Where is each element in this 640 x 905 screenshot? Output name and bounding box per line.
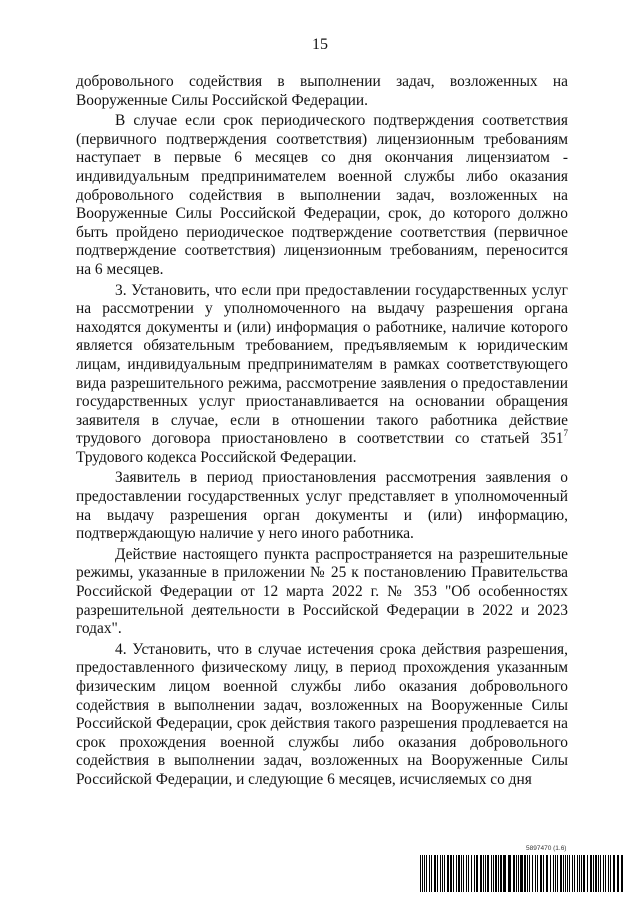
paragraph-item-3-text-end: Трудового кодекса Российской Федерации. <box>76 448 357 466</box>
barcode-bar <box>572 855 573 892</box>
barcode-bar <box>453 855 454 892</box>
barcode-bar <box>603 855 604 892</box>
paragraph-item-4: 4. Установить, что в случае истечения срока действия разрешения, предоставленного физическому лицу, в период прохождения указанным физическим лицом военной службы либо оказания добровольного содействия в выполнении задач, возложенных на Вооруженные Силы Российской Федерации, срок действия такого разрешения продлевается на срок прохождения военной службы либо оказания добровольного содействия в выполнении задач, возложенных на Вооруженные Силы Российской Федерации, и следующие 6 месяцев, исчисляемых со дня <box>76 640 568 788</box>
barcode-bar <box>613 855 615 892</box>
barcode-bar <box>529 855 530 892</box>
barcode-bar <box>516 855 517 892</box>
barcode-bar <box>495 855 497 892</box>
barcode-bar <box>431 855 432 892</box>
barcode-bar <box>444 855 445 892</box>
barcode-bar <box>537 855 538 892</box>
barcode-bar <box>577 855 578 892</box>
barcode-bar <box>480 855 482 892</box>
barcode-bar <box>605 855 606 892</box>
barcode-bar <box>485 855 486 892</box>
barcode-bar <box>563 855 564 892</box>
barcode-bar <box>498 855 499 892</box>
barcode-bar <box>555 855 556 892</box>
paragraph-scope: Действие настоящего пункта распространяется на разрешительные режимы, указанные в приложении № 25 к постановлению Правительства Российской Федерации от 12 марта 2022 г. № 353 "Об особенностях разрешительной деятельности в Российской Федерации в 2022 и 2023 годах". <box>76 545 568 638</box>
barcode-bar <box>513 855 515 892</box>
barcode-bar <box>550 855 551 892</box>
paragraph-item-3 <box>76 282 568 468</box>
barcode-bar <box>422 855 423 892</box>
barcode-bar <box>540 855 542 892</box>
paragraph-continuation: добровольного содействия в выполнении задач, возложенных на Вооруженные Силы Российской Федерации. <box>76 73 568 109</box>
barcode-bar <box>532 855 533 892</box>
barcode-bar <box>420 855 421 892</box>
barcode-bar <box>590 855 592 892</box>
paragraph-applicant: Заявитель в период приостановления рассмотрения заявления о предоставлении государственных услуг представляет в уполномоченный на выдачу разрешения орган документы и (или) информацию, подтверждающую наличие у него иного работника. <box>76 469 568 543</box>
barcode-bar <box>583 855 585 892</box>
barcode-bar <box>560 855 562 892</box>
barcode-block <box>420 845 624 893</box>
barcode-bar <box>567 855 568 892</box>
barcode-bar <box>608 855 609 892</box>
barcode-bar <box>442 855 443 892</box>
barcode-bar <box>447 855 449 892</box>
barcode-bar <box>483 855 484 892</box>
barcode-bar <box>598 855 599 892</box>
barcode-bar <box>553 855 554 892</box>
barcode-bar <box>610 855 611 892</box>
barcode-bar <box>500 855 502 892</box>
barcode-bar <box>468 855 469 892</box>
barcode-bar <box>458 855 460 892</box>
barcode-bar <box>574 855 575 892</box>
barcode-bar <box>595 855 597 892</box>
barcode-image <box>420 855 624 892</box>
barcode-bar <box>621 855 623 892</box>
barcode-bar <box>557 855 558 892</box>
barcode-bar <box>463 855 464 892</box>
barcode-bar <box>493 855 494 892</box>
barcode-bar <box>424 855 425 892</box>
barcode-bar <box>434 855 436 892</box>
barcode-bar <box>437 855 438 892</box>
barcode-bar <box>593 855 594 892</box>
barcode-bar <box>456 855 457 892</box>
barcode-bar <box>466 855 467 892</box>
barcode-bar <box>617 855 619 892</box>
barcode-bar <box>543 855 544 892</box>
barcode-bar <box>471 855 472 892</box>
barcode-bar <box>474 855 475 892</box>
barcode-bar <box>524 855 526 892</box>
barcode-bar <box>450 855 452 892</box>
barcode-caption: 5897470 (1.6) <box>526 845 567 852</box>
document-body <box>76 73 568 792</box>
barcode-bar <box>429 855 430 892</box>
barcode-bar <box>587 855 588 892</box>
barcode-bar <box>600 855 601 892</box>
barcode-bar <box>476 855 478 892</box>
barcode-bar <box>461 855 462 892</box>
paragraph-license-deadline: В случае если срок периодического подтверждения соответствия (первичного подтверждения соответствия) лицензионным требованиям наступает в первые 6 месяцев со дня окончания лицензиатом - индивидуальным предпринимателем военной службы либо оказания добровольного содействия в выполнении задач, возложенных на Вооруженные Силы Российской Федерации, срок, до которого должно быть пройдено периодическое подтверждение соответствия (первичное подтверждение соответствия) лицензионным требованиям, переносится на 6 месяцев. <box>76 112 568 278</box>
barcode-bar <box>535 855 536 892</box>
barcode-bar <box>581 855 582 892</box>
barcode-bar <box>440 855 441 892</box>
article-superscript: 7 <box>563 428 568 439</box>
barcode-bar <box>503 855 506 892</box>
barcode-bar <box>527 855 528 892</box>
barcode-bar <box>426 855 427 892</box>
barcode-bar <box>508 855 511 892</box>
paragraph-item-3-text: 3. Установить, что если при предоставлении государственных услуг на рассмотрении у уполномоченного на выдачу разрешения органа находятся документы и (или) информация о работнике, наличие которого является обязательным требованием, предъявляемым к юридическим лицам, индивидуальным предпринимателям в рамках соответствующего вида разрешительного режима, рассмотрение заявления о предоставлении государственных услуг приостанавливается на основании обращения заявителя в случае, если в отношении такого работника действие трудового договора приостановлено в соответствии со статьей 351 <box>76 281 568 448</box>
barcode-bar <box>518 855 519 892</box>
barcode-bar <box>520 855 523 892</box>
barcode-bar <box>579 855 580 892</box>
barcode-bar <box>491 855 492 892</box>
barcode-bar <box>487 855 489 892</box>
page-number: 15 <box>312 36 328 53</box>
barcode-bar <box>565 855 566 892</box>
barcode-bar <box>569 855 570 892</box>
barcode-bar <box>546 855 548 892</box>
